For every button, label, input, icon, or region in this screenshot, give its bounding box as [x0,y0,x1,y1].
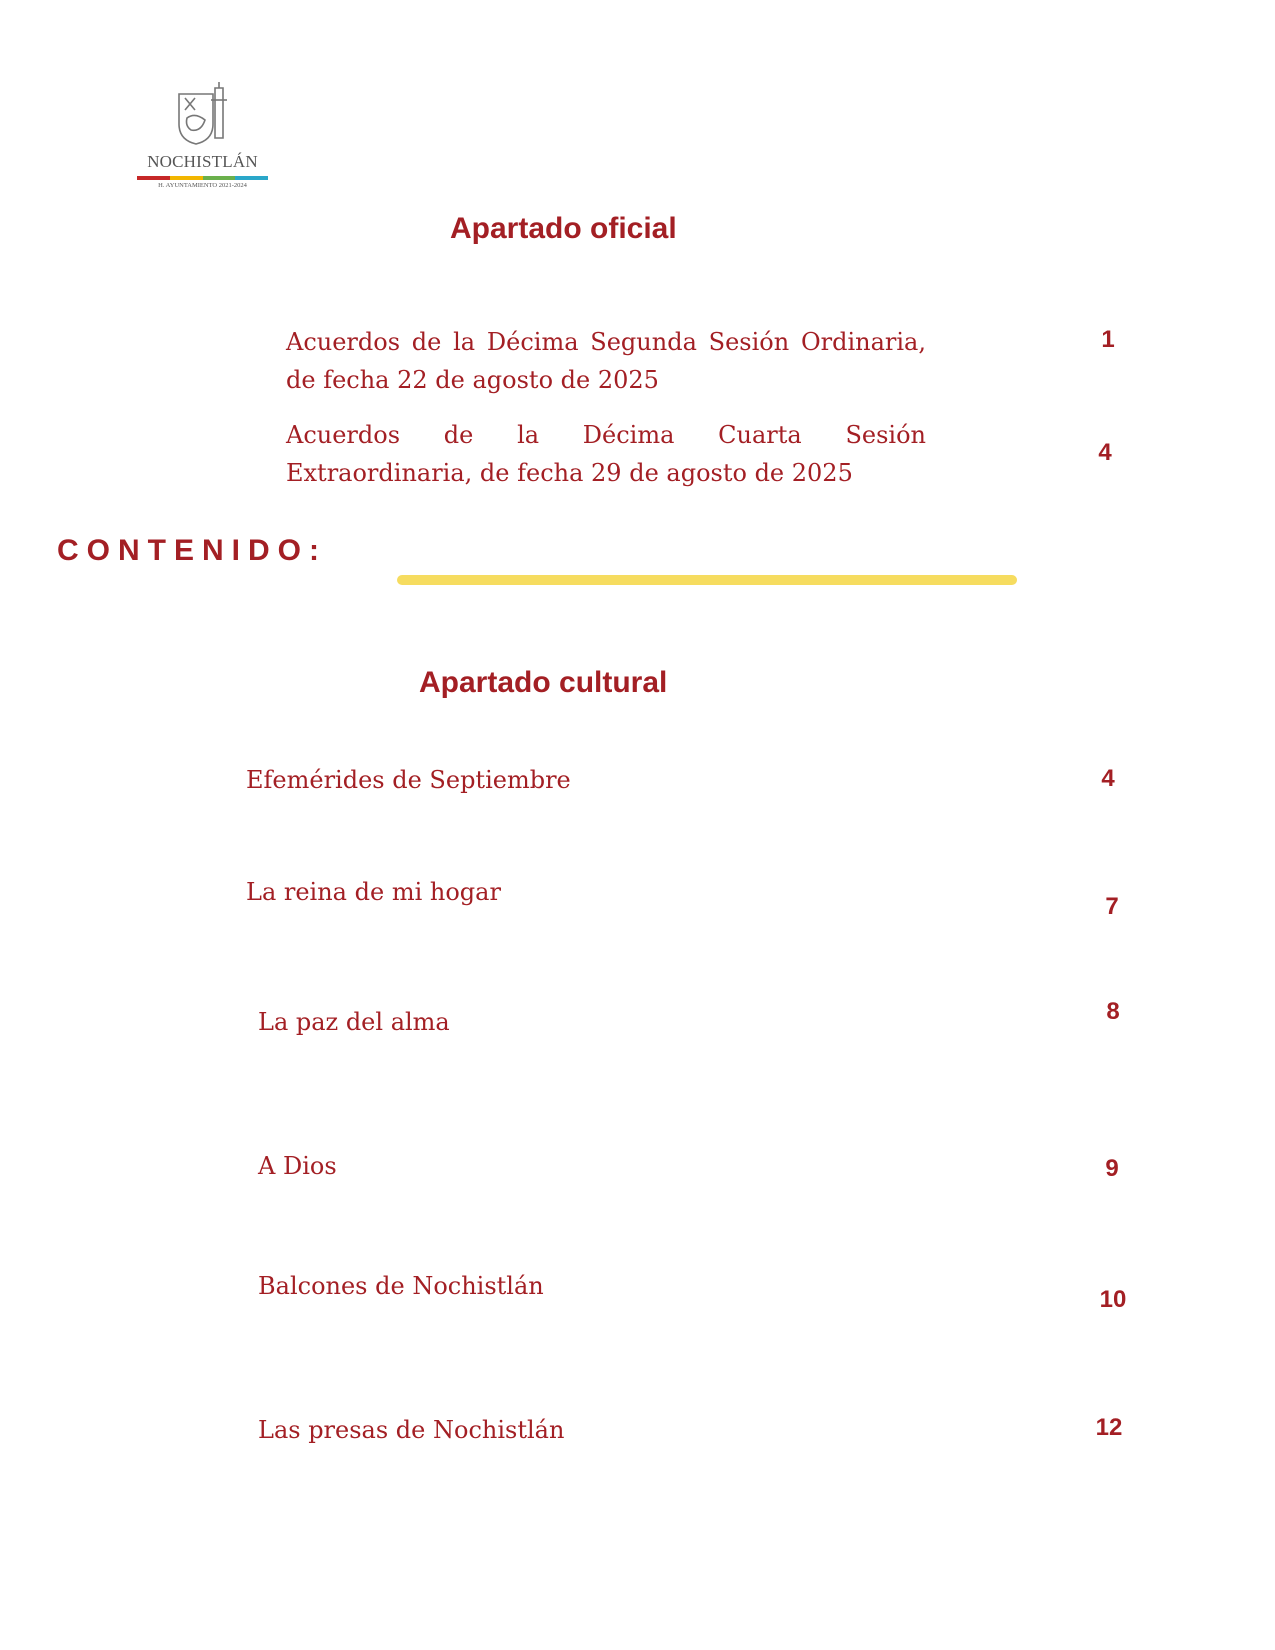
cultural-entry-2-page: 7 [1105,893,1119,920]
logo-color-stripes [137,176,268,180]
cultural-entry-4-page: 9 [1105,1155,1119,1182]
logo-name: NOCHISTLÁN [147,152,258,171]
coat-of-arms-icon [135,80,270,150]
cultural-entry-1-page: 4 [1101,765,1115,792]
cultural-entry-6-page: 12 [1095,1414,1123,1441]
logo-stripe-red [137,176,170,180]
oficial-entry-1-page: 1 [1101,326,1115,353]
nochistlan-logo [135,80,270,195]
contenido-heading: CONTENIDO: [57,534,327,567]
cultural-entry-5: Balcones de Nochistlán [258,1272,544,1300]
logo-stripe-blue [235,176,268,180]
cultural-section-title: Apartado cultural [419,666,668,699]
oficial-section-title: Apartado oficial [450,212,677,245]
cultural-entry-1: Efemérides de Septiembre [246,766,571,794]
logo-stripe-green [203,176,236,180]
cultural-entry-4: A Dios [258,1152,337,1180]
cultural-entry-5-page: 10 [1099,1286,1127,1313]
contenido-divider-bar [397,575,1017,585]
cultural-entry-3: La paz del alma [258,1008,450,1036]
oficial-entry-2: Acuerdos de la Décima Cuarta Sesión Extraordinaria, de fecha 29 de agosto de 2025 [286,421,926,487]
oficial-entry-2-page: 4 [1098,439,1112,466]
cultural-entry-3-page: 8 [1106,998,1120,1025]
oficial-entry-1: Acuerdos de la Décima Segunda Sesión Ordinaria, de fecha 22 de agosto de 2025 [286,328,926,394]
cultural-entry-6: Las presas de Nochistlán [258,1416,565,1444]
logo-stripe-yellow [170,176,203,180]
logo-subtitle: H. AYUNTAMIENTO 2021-2024 [158,182,247,189]
cultural-entry-2: La reina de mi hogar [246,878,501,906]
